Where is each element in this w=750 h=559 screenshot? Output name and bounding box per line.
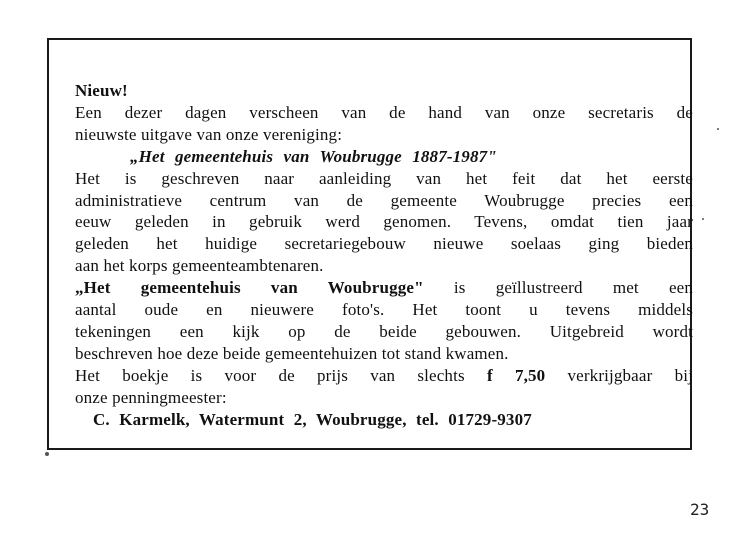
notice-heading: Nieuw! — [75, 81, 128, 100]
price-line — [75, 365, 693, 387]
text-line: tekeningen een kijk op de beide gebouwen. Uitgebreid wordt — [75, 321, 693, 341]
price-amount: f 7,50 — [486, 365, 546, 385]
scan-speck — [717, 128, 719, 130]
text-line: Een dezer dagen verscheen van de hand van onze secretaris de — [75, 102, 693, 122]
text-line: administratieve centrum van de gemeente Woubrugge precies een — [75, 190, 693, 210]
contact-line: C. Karmelk, Watermunt 2, Woubrugge, tel. 01729-9307 — [93, 409, 532, 429]
text-line: nieuwste uitgave van onze vereniging: — [75, 124, 343, 144]
scan-speck — [702, 218, 704, 220]
page-number: 23 — [690, 500, 710, 519]
text-line: aantal oude en nieuwere foto's. Het toont u tevens middels — [75, 300, 693, 320]
text-line: aan het korps gemeenteambtenaren. — [75, 256, 324, 276]
text-line: eeuw geleden in gebruik werd genomen. Tevens, omdat tien jaar — [75, 212, 693, 232]
scan-speck — [45, 452, 49, 456]
price-before: Het boekje is voor de prijs van slechts — [75, 365, 487, 385]
text-line: geleden het huidige secretariegebouw nieuwe soelaas ging bieden — [75, 234, 693, 254]
book-title-inline: „Het gemeentehuis van Woubrugge" — [75, 278, 424, 298]
book-title: „Het gemeentehuis van Woubrugge 1887-1987" — [130, 146, 497, 166]
illustrated-line — [75, 277, 693, 299]
illustrated-rest: is geïllustreerd met een — [423, 278, 694, 298]
text-line: onze penningmeester: — [75, 387, 227, 407]
price-after: verkrijgbaar bij — [545, 365, 693, 385]
text-line: beschreven hoe deze beide gemeentehuizen tot stand kwamen. — [75, 343, 509, 363]
text-line: Het is geschreven naar aanleiding van het feit dat het eerste — [75, 168, 693, 188]
notice-content — [75, 80, 693, 431]
